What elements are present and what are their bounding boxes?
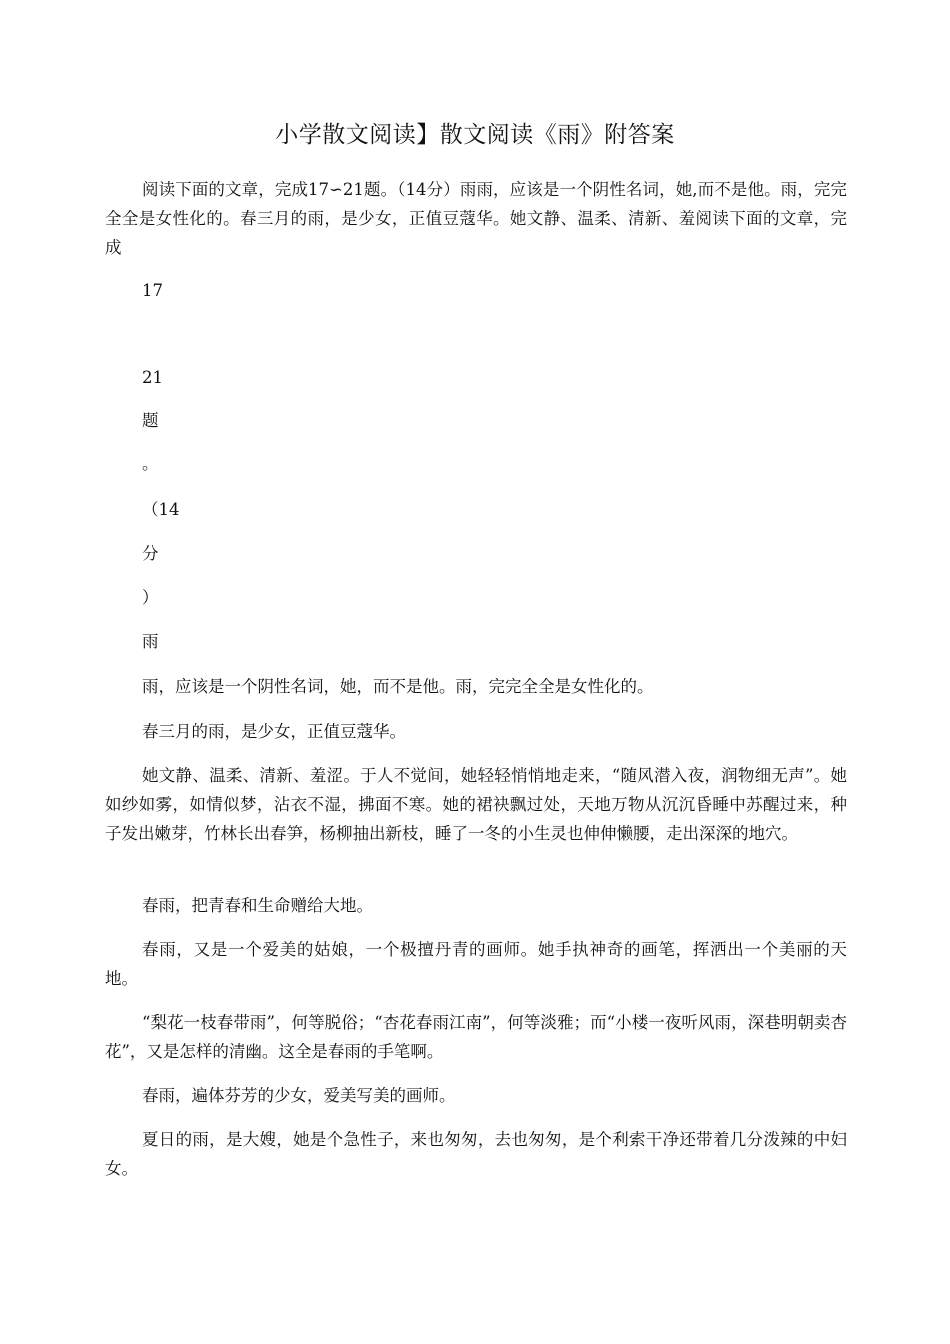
- document-title: 小学散文阅读】散文阅读《雨》附答案: [275, 122, 675, 148]
- fragment-21: 21: [142, 368, 163, 387]
- fragment-14: （14: [142, 500, 180, 519]
- fragment-paren: ）: [142, 588, 159, 607]
- fragment-yu: 雨: [142, 632, 159, 651]
- paragraph-7: 春雨，遍体芬芳的少女，爱美写美的画师。: [142, 1086, 456, 1105]
- paragraph-1: 雨，应该是一个阴性名词，她，而不是他。雨，完完全全是女性化的。: [142, 677, 654, 696]
- fragment-17: 17: [142, 281, 163, 300]
- paragraph-5: 春雨，又是一个爱美的姑娘，一个极擅丹青的画师。她手执神奇的画笔，挥洒出一个美丽的天地。: [105, 940, 847, 988]
- fragment-fen: 分: [142, 544, 159, 563]
- paragraph-4: 春雨，把青春和生命赠给大地。: [142, 896, 373, 915]
- fragment-period: 。: [142, 454, 159, 473]
- paragraph-8: 夏日的雨，是大嫂，她是个急性子，来也匆匆，去也匆匆，是个利索干净还带着几分泼辣的中妇女。: [105, 1130, 847, 1178]
- intro-paragraph: 阅读下面的文章，完成17∽21题。（14分）雨雨，应该是一个阴性名词，她,而不是他。雨，完完全全是女性化的。春三月的雨，是少女，正值豆蔻华。她文静、温柔、清新、羞阅读下面的文章，完成: [105, 180, 847, 257]
- paragraph-2: 春三月的雨，是少女，正值豆蔻华。: [142, 722, 406, 741]
- paragraph-6: “梨花一枝春带雨”，何等脱俗；“杏花春雨江南”，何等淡雅；而“小楼一夜听风雨，深巷明朝卖杏花”，又是怎样的清幽。这全是春雨的手笔啊。: [105, 1013, 847, 1061]
- paragraph-3: 她文静、温柔、清新、羞涩。于人不觉间，她轻轻悄悄地走来，“随风潜入夜，润物细无声”。她如纱如雾，如情似梦，沾衣不湿，拂面不寒。她的裙袂飘过处，天地万物从沉沉昏睡中苏醒过来，种子发出嫩芽，竹林长出春笋，杨柳抽出新枝，睡了一冬的小生灵也伸伸懒腰，走出深深的地穴。: [105, 766, 847, 843]
- fragment-ti: 题: [142, 411, 159, 430]
